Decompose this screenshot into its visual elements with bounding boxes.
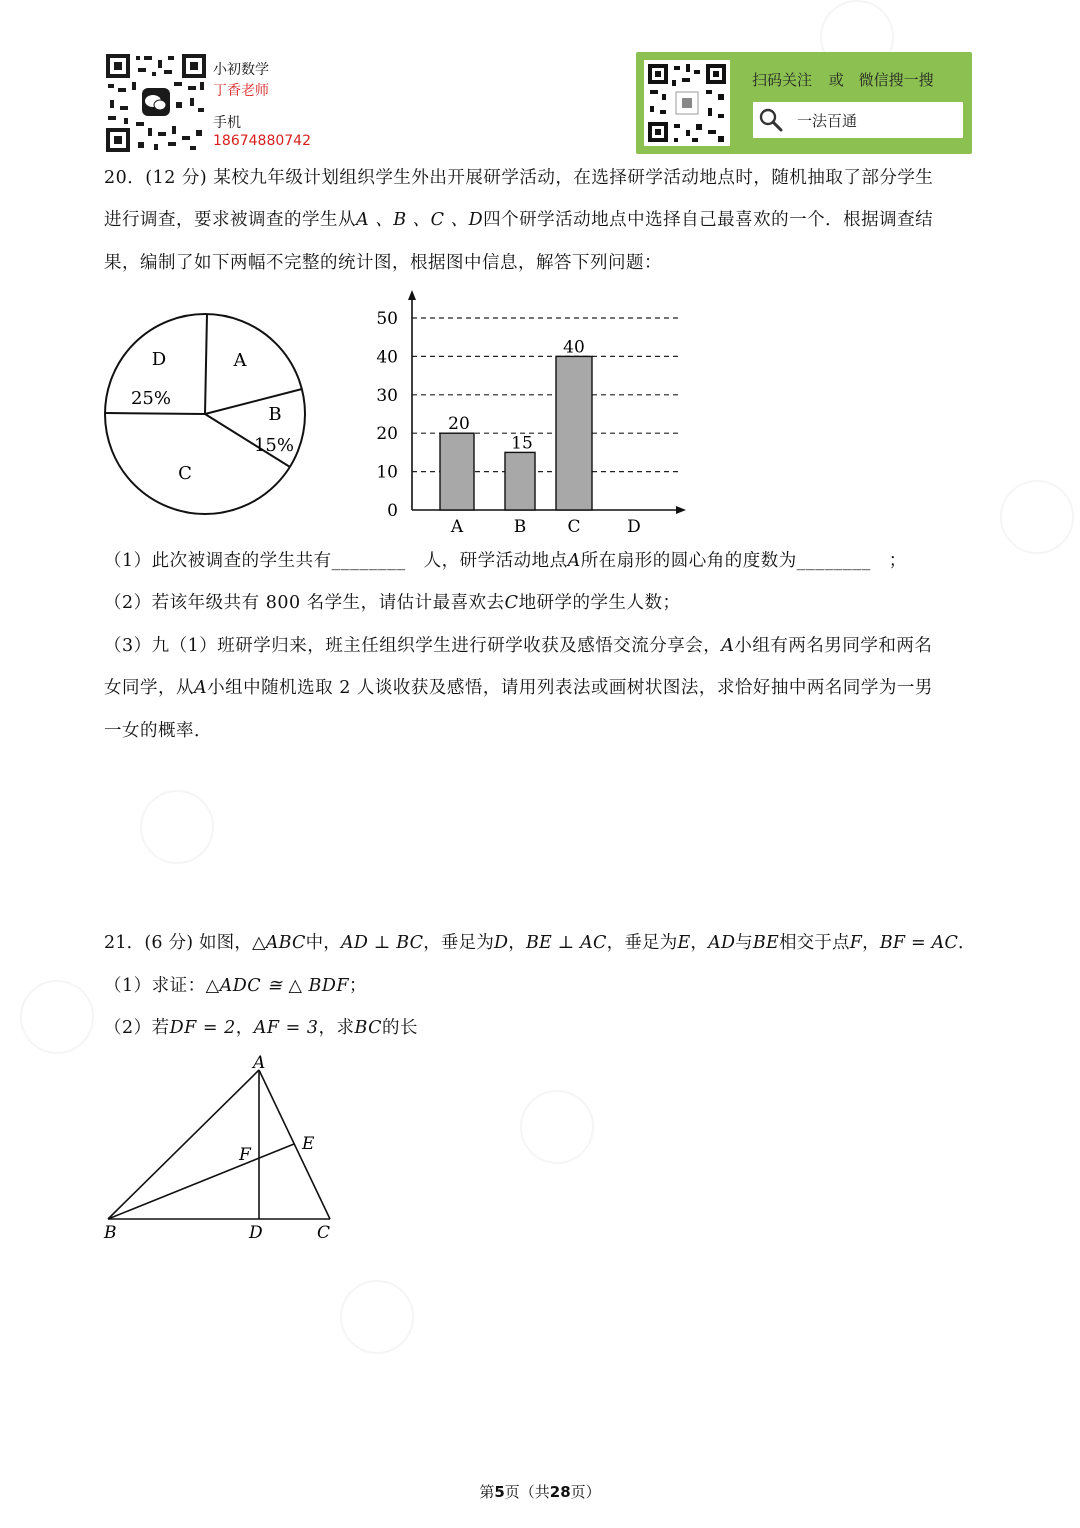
pie-divider-cd [105,413,205,414]
pie-label-c: C [178,463,192,484]
search-value: 一法百通 [797,112,858,130]
y-tick-label-30: 30 [376,385,398,406]
bar-C [556,356,592,510]
bar-value-label-C: 40 [563,337,585,358]
point-label-a: A [253,1053,266,1073]
search-box[interactable] [753,102,963,138]
watermark-logo [985,465,1080,569]
watermark-logo [505,1075,609,1179]
banner-prompt [752,69,934,90]
page-footer: 第5页（共28页） [479,1483,601,1501]
y-axis-arrow [408,290,416,300]
brand-name: 小初数学 [213,62,269,78]
phone-label: 手机 [213,115,241,131]
search-icon [757,106,785,134]
watermark-logo [5,965,109,1069]
scan-text: 扫码关注 [752,71,813,89]
bar-B [505,452,535,510]
triangle-figure [96,1050,346,1250]
wechat-search-banner [636,52,972,154]
q20-line-1: 20．(12 分) 某校九年级计划组织学生外出开展研学活动，在选择研学活动地点时，随机抽取了部分学生 [104,168,934,188]
y-tick-label-10: 10 [376,462,398,483]
teacher-name: 丁香老师 [213,83,269,99]
point-label-b: B [104,1223,117,1243]
q20-line-2: 进行调查，要求被调查的学生从A 、B 、C 、D四个研学活动地点中选择自己最喜欢的一个．根据调查结 [104,210,934,230]
altitude-be [108,1144,294,1219]
side-ab [108,1070,259,1219]
q21-line-1: 21．(6 分) 如图，△ABC中，AD ⊥ BC，垂足为D，BE ⊥ AC，垂足为E，AD与BE相交于点F，BF = AC． [104,933,976,953]
bar-chart [360,284,700,540]
watermark-logo [125,775,229,879]
pie-divider-ab [205,389,302,414]
y-tick-label-0: 0 [387,501,398,521]
q20-sub-3-line-3: 一女的概率． [104,721,212,741]
bar-A [440,433,474,510]
bar-value-label-A: 20 [448,414,470,435]
pie-percent-d: 25% [130,388,172,409]
q21-sub-2: （2）若DF = 2，AF = 3，求BC的长 [104,1018,419,1038]
page-number: 5 [494,1483,505,1501]
x-tick-label-D: D [627,517,641,537]
page-total: 28 [549,1483,571,1501]
bar-value-label-B: 15 [511,433,533,454]
pie-divider-ad [205,314,207,414]
q20-sub-3-line-1: （3）九（1）班研学归来，班主任组织学生进行研学收获及感悟交流分享会，A小组有两名男同学和两名 [104,636,933,656]
x-axis-arrow [676,506,686,514]
point-label-d: D [249,1223,263,1243]
y-tick-label-40: 40 [376,347,398,368]
or-text: 或 [828,71,844,89]
x-tick-label-C: C [567,517,581,537]
x-tick-label-A: A [450,517,464,537]
pie-label-d: D [151,349,167,370]
header-left-text [213,61,311,150]
pie-label-a: A [233,350,247,371]
q20-sub-2: （2）若该年级共有 800 名学生，请估计最喜欢去C地研学的学生人数； [104,593,681,613]
point-label-c: C [317,1223,331,1243]
wechat-search-text: 微信搜一搜 [858,71,934,89]
point-label-e: E [302,1134,315,1154]
pie-percent-b: 15% [253,435,295,456]
pie-chart [100,312,312,522]
q20-sub-1: （1）此次被调查的学生共有________ 人，研学活动地点A所在扇形的圆心角的度数为________ ； [104,551,907,571]
x-tick-label-B: B [513,517,527,537]
y-tick-label-50: 50 [376,309,398,329]
q20-sub-3-line-2: 女同学，从A小组中随机选取 2 人谈收获及感悟，请用列表法或画树状图法，求恰好抽中两名同学为一男 [104,678,933,698]
q21-sub-1: （1）求证：△ADC ≅ △ BDF； [104,976,367,996]
q20-line-3: 果，编制了如下两幅不完整的统计图，根据图中信息，解答下列问题： [104,253,662,273]
banner-qr-code [644,60,730,146]
phone-number: 18674880742 [213,133,311,149]
point-label-f: F [239,1145,251,1165]
watermark-logo [325,1265,429,1369]
y-tick-label-20: 20 [376,424,398,445]
side-ac [259,1070,330,1219]
pie-label-b: B [268,404,282,425]
header-left-qr [104,52,208,154]
wechat-qr-code [104,52,208,154]
